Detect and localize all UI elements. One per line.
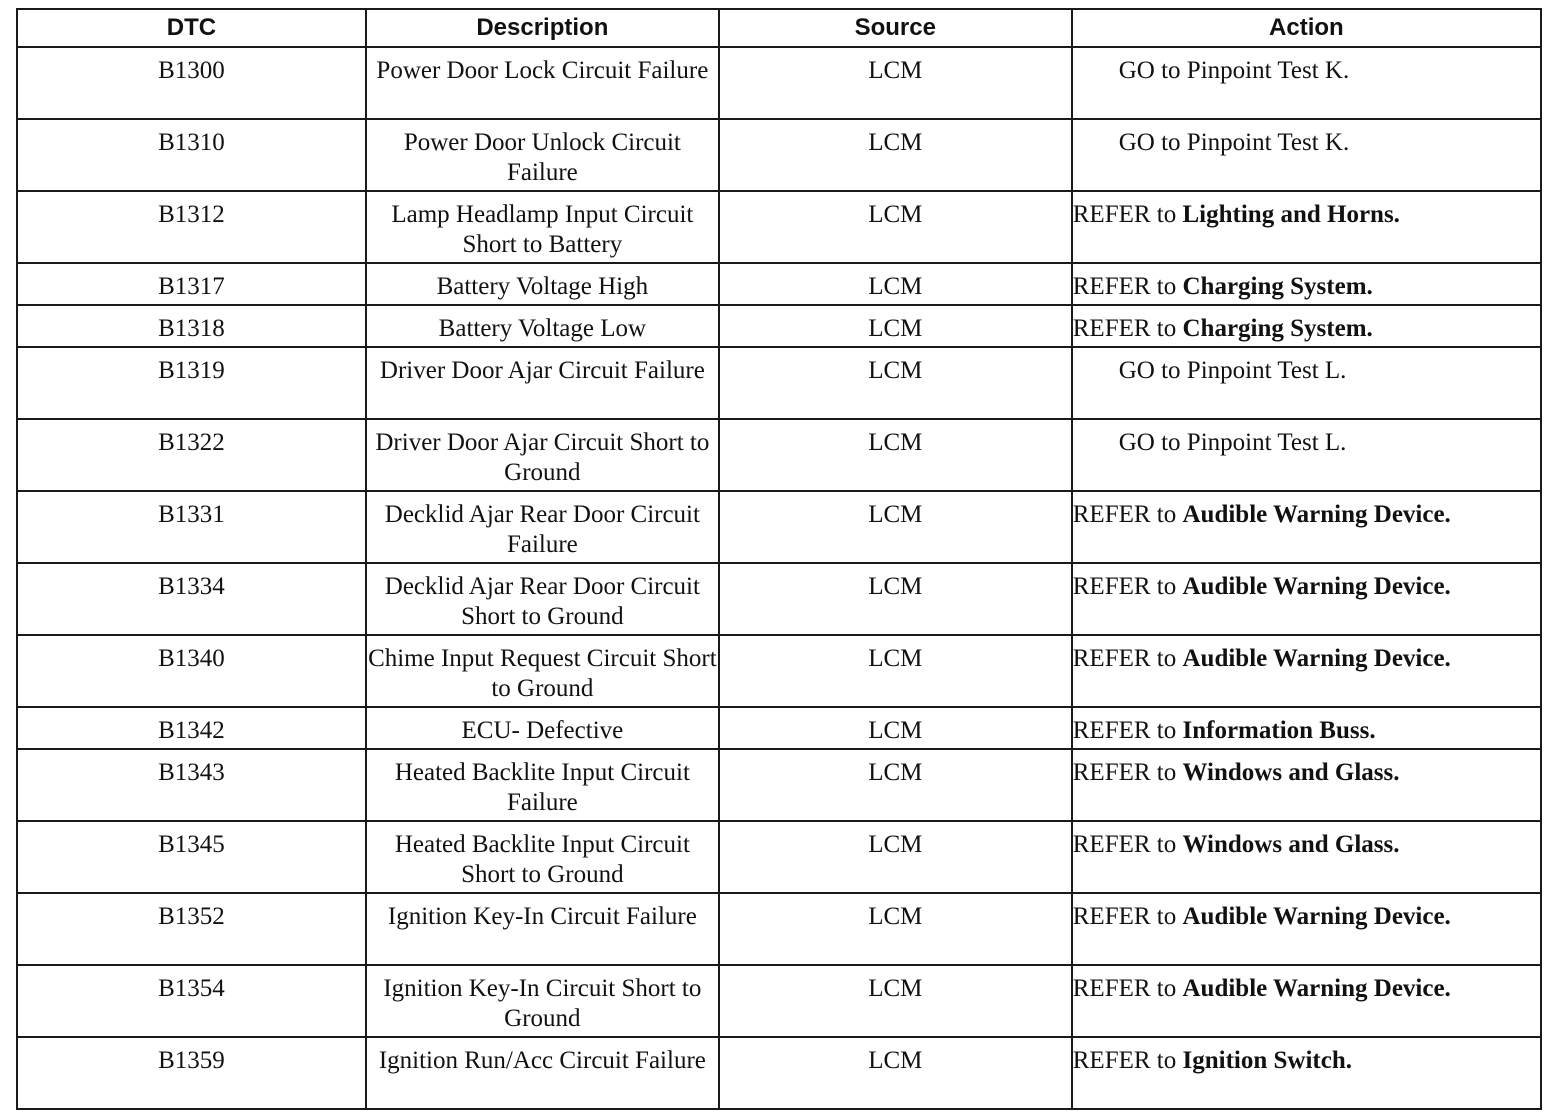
dtc-source: LCM — [719, 1037, 1072, 1109]
table-row — [17, 893, 1541, 965]
action-instruction: REFER to — [1072, 717, 1177, 744]
dtc-description: Driver Door Ajar Circuit Failure — [366, 347, 719, 419]
dtc-code: B1354 — [17, 965, 366, 1037]
header-action: Action — [1072, 9, 1541, 47]
dtc-code: B1342 — [17, 707, 366, 749]
action-instruction: REFER to — [1072, 273, 1177, 300]
dtc-description: Battery Voltage High — [366, 263, 719, 305]
action-instruction: REFER to — [1072, 573, 1177, 600]
action-reference-section: Charging System. — [1182, 315, 1373, 342]
table-row — [17, 263, 1541, 305]
action-instruction: REFER to — [1072, 975, 1177, 1002]
table-row — [17, 707, 1541, 749]
table-row — [17, 635, 1541, 707]
dtc-description: Driver Door Ajar Circuit Short to Ground — [366, 419, 719, 491]
dtc-source: LCM — [719, 491, 1072, 563]
document-page — [16, 8, 1542, 1110]
dtc-source: LCM — [719, 707, 1072, 749]
header-source: Source — [719, 9, 1072, 47]
table-row — [17, 47, 1541, 119]
dtc-description: Power Door Unlock Circuit Failure — [366, 119, 719, 191]
table-header — [17, 9, 1541, 47]
dtc-code: B1345 — [17, 821, 366, 893]
dtc-description: Decklid Ajar Rear Door Circuit Short to Ground — [366, 563, 719, 635]
action-instruction: REFER to — [1072, 645, 1177, 672]
dtc-code: B1334 — [17, 563, 366, 635]
dtc-source: LCM — [719, 305, 1072, 347]
dtc-description: Ignition Run/Acc Circuit Failure — [366, 1037, 719, 1109]
action-reference-section: Windows and Glass. — [1182, 831, 1400, 858]
dtc-action — [1072, 419, 1541, 491]
dtc-action — [1072, 893, 1541, 965]
header-description: Description — [366, 9, 719, 47]
dtc-source: LCM — [719, 563, 1072, 635]
action-instruction: REFER to — [1072, 903, 1177, 930]
action-instruction: GO to Pinpoint Test L. — [1118, 357, 1347, 384]
table-row — [17, 749, 1541, 821]
action-instruction: REFER to — [1072, 831, 1177, 858]
dtc-action — [1072, 263, 1541, 305]
dtc-action — [1072, 1037, 1541, 1109]
dtc-code: B1359 — [17, 1037, 366, 1109]
dtc-code: B1317 — [17, 263, 366, 305]
dtc-source: LCM — [719, 749, 1072, 821]
dtc-code: B1319 — [17, 347, 366, 419]
table-row — [17, 1037, 1541, 1109]
header-dtc: DTC — [17, 9, 366, 47]
dtc-description: Decklid Ajar Rear Door Circuit Failure — [366, 491, 719, 563]
table-row — [17, 965, 1541, 1037]
dtc-action — [1072, 491, 1541, 563]
dtc-action — [1072, 47, 1541, 119]
dtc-action — [1072, 563, 1541, 635]
header-row — [17, 9, 1541, 47]
dtc-source: LCM — [719, 263, 1072, 305]
dtc-code: B1312 — [17, 191, 366, 263]
dtc-source: LCM — [719, 419, 1072, 491]
dtc-code: B1310 — [17, 119, 366, 191]
dtc-source: LCM — [719, 191, 1072, 263]
action-instruction: REFER to — [1072, 501, 1177, 528]
table-body — [17, 47, 1541, 1109]
action-instruction: GO to Pinpoint Test L. — [1118, 429, 1347, 456]
action-instruction: REFER to — [1072, 201, 1177, 228]
dtc-source: LCM — [719, 635, 1072, 707]
table-row — [17, 191, 1541, 263]
action-instruction: GO to Pinpoint Test K. — [1118, 57, 1350, 84]
dtc-code: B1352 — [17, 893, 366, 965]
action-instruction: REFER to — [1072, 1047, 1177, 1074]
action-reference-section: Audible Warning Device. — [1182, 903, 1451, 930]
dtc-description: Power Door Lock Circuit Failure — [366, 47, 719, 119]
table-row — [17, 491, 1541, 563]
dtc-action — [1072, 305, 1541, 347]
action-instruction: GO to Pinpoint Test K. — [1118, 129, 1350, 156]
dtc-action — [1072, 191, 1541, 263]
action-instruction: REFER to — [1072, 759, 1177, 786]
dtc-source: LCM — [719, 821, 1072, 893]
action-reference-section: Audible Warning Device. — [1182, 645, 1451, 672]
table-row — [17, 347, 1541, 419]
dtc-source: LCM — [719, 893, 1072, 965]
dtc-description: Ignition Key-In Circuit Short to Ground — [366, 965, 719, 1037]
action-reference-section: Charging System. — [1182, 273, 1373, 300]
action-reference-section: Lighting and Horns. — [1182, 201, 1400, 228]
dtc-description: Heated Backlite Input Circuit Short to Ground — [366, 821, 719, 893]
dtc-action — [1072, 821, 1541, 893]
dtc-code: B1343 — [17, 749, 366, 821]
dtc-description: Lamp Headlamp Input Circuit Short to Battery — [366, 191, 719, 263]
table-row — [17, 821, 1541, 893]
dtc-action — [1072, 635, 1541, 707]
dtc-action — [1072, 707, 1541, 749]
dtc-description: Battery Voltage Low — [366, 305, 719, 347]
dtc-description: Ignition Key-In Circuit Failure — [366, 893, 719, 965]
action-reference-section: Audible Warning Device. — [1182, 975, 1451, 1002]
dtc-description: ECU- Defective — [366, 707, 719, 749]
table-row — [17, 119, 1541, 191]
dtc-description: Heated Backlite Input Circuit Failure — [366, 749, 719, 821]
table-row — [17, 563, 1541, 635]
dtc-source: LCM — [719, 965, 1072, 1037]
action-reference-section: Ignition Switch. — [1182, 1047, 1352, 1074]
dtc-action — [1072, 347, 1541, 419]
dtc-description: Chime Input Request Circuit Short to Ground — [366, 635, 719, 707]
dtc-source: LCM — [719, 47, 1072, 119]
action-reference-section: Audible Warning Device. — [1182, 501, 1451, 528]
dtc-code: B1331 — [17, 491, 366, 563]
dtc-code: B1300 — [17, 47, 366, 119]
action-reference-section: Audible Warning Device. — [1182, 573, 1451, 600]
dtc-code: B1318 — [17, 305, 366, 347]
dtc-code: B1340 — [17, 635, 366, 707]
dtc-table — [16, 8, 1542, 1110]
action-instruction: REFER to — [1072, 315, 1177, 342]
dtc-action — [1072, 749, 1541, 821]
dtc-code: B1322 — [17, 419, 366, 491]
dtc-action — [1072, 119, 1541, 191]
action-reference-section: Information Buss. — [1182, 717, 1376, 744]
dtc-action — [1072, 965, 1541, 1037]
dtc-source: LCM — [719, 119, 1072, 191]
action-reference-section: Windows and Glass. — [1182, 759, 1400, 786]
table-row — [17, 419, 1541, 491]
table-row — [17, 305, 1541, 347]
dtc-source: LCM — [719, 347, 1072, 419]
